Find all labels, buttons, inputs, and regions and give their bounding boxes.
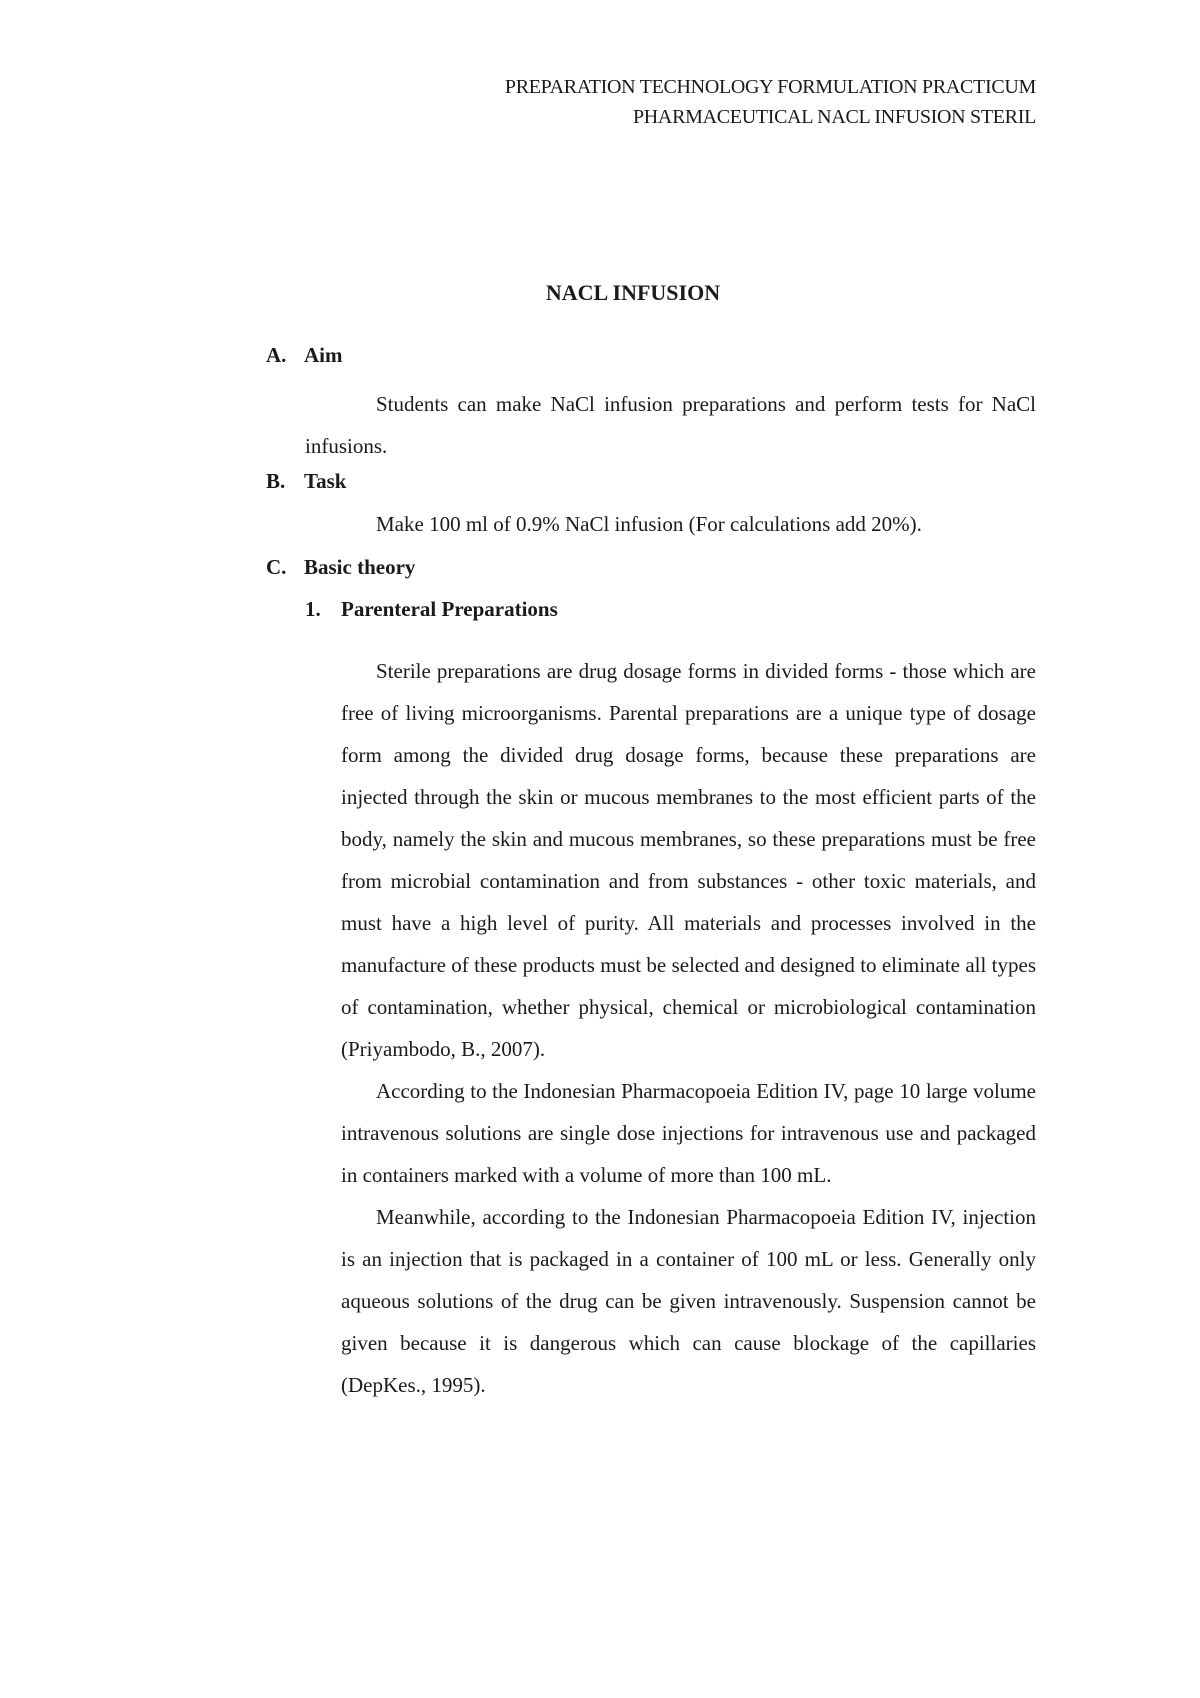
body-paragraph-3: Meanwhile, according to the Indonesian Pharmacopoeia Edition IV, injection is an injection that is packaged in a container of 100 mL or less. Generally only aqueous solutions of the drug can be given intravenously. Suspension cannot be given because it is dangerous which can cause blockage of the capillaries (DepKes., 1995). [341, 1205, 1036, 1397]
section-marker: A. [266, 343, 287, 367]
section-title: Basic theory [304, 555, 416, 579]
header-line-2: PHARMACEUTICAL NACL INFUSION STERIL [632, 106, 1036, 128]
subsection-title: Parenteral Preparations [341, 597, 558, 621]
subsection-marker: 1. [305, 597, 321, 621]
section-marker: C. [266, 555, 287, 579]
section-heading-aim [266, 340, 343, 370]
section-heading-task [266, 466, 346, 496]
aim-paragraph: Students can make NaCl infusion preparations and perform tests for NaCl infusions. [305, 392, 1036, 458]
section-heading-basic-theory [266, 552, 415, 582]
header-line-1: PREPARATION TECHNOLOGY FORMULATION PRACTICUM [504, 76, 1036, 98]
parenteral-body [341, 650, 1036, 1406]
body-paragraph-2: According to the Indonesian Pharmacopoeia Edition IV, page 10 large volume intravenous solutions are single dose injections for intravenous use and packaged in containers marked with a volume of more than 100 mL. [341, 1079, 1036, 1187]
section-title: Task [304, 469, 347, 493]
body-paragraph-1: Sterile preparations are drug dosage forms in divided forms - those which are free of living microorganisms. Parental preparations are a unique type of dosage form among the divided drug dosage forms, because these preparations are injected through the skin or mucous membranes to the most efficient parts of the body, namely the skin and mucous membranes, so these preparations must be free from microbial contamination and from substances - other toxic materials, and must have a high level of purity. All materials and processes involved in the manufacture of these products must be selected and designed to eliminate all types of contamination, whether physical, chemical or microbiological contamination (Priyambodo, B., 2007). [341, 659, 1036, 1061]
document-title: NACL INFUSION [545, 280, 721, 305]
subsection-heading-parenteral [305, 594, 558, 624]
task-paragraph: Make 100 ml of 0.9% NaCl infusion (For calculations add 20%). [376, 512, 922, 536]
section-title: Aim [304, 343, 343, 367]
running-header [505, 72, 1036, 132]
section-marker: B. [266, 469, 286, 493]
